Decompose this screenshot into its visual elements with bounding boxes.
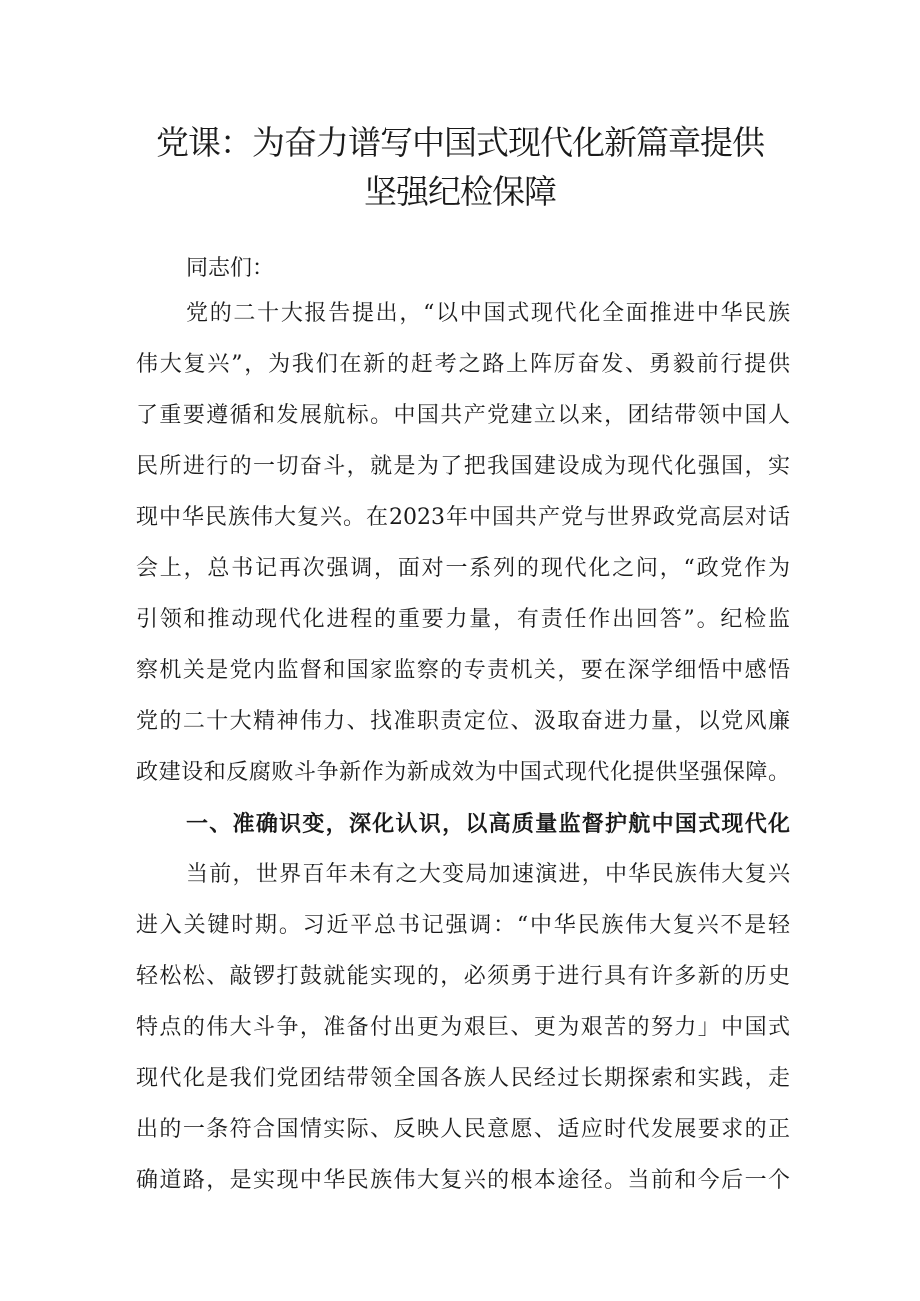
section-heading: 一、准确识变，深化认识，以高质量监督护航中国式现代化	[186, 811, 790, 837]
paragraph-line: 特点的伟大斗争，准备付出更为艰巨、更为艰苦的努力」中国式	[136, 1015, 790, 1040]
paragraph-line: 引领和推动现代化进程的重要力量，有责任作出回答”。纪检监	[136, 607, 790, 632]
paragraph-line: 党的二十大报告提出，“以中国式现代化全面推进中华民族	[186, 301, 790, 326]
paragraph-line: 进入关键时期。习近平总书记强调：“中华民族伟大复兴不是轻	[136, 913, 790, 938]
paragraph-line: 现中华民族伟大复兴。在2023年中国共产党与世界政党高层对话	[136, 505, 790, 530]
paragraph-line: 会上，总书记再次强调，面对一系列的现代化之问，“政党作为	[136, 556, 790, 581]
paragraph-line: 党的二十大精神伟力、找准职责定位、汲取奋进力量，以党风廉	[136, 709, 790, 734]
paragraph-line: 了重要遵循和发展航标。中国共产党建立以来，团结带领中国人	[136, 403, 790, 428]
paragraph-line: 当前，世界百年未有之大变局加速演进，中华民族伟大复兴	[186, 862, 790, 887]
document-title-line-2: 坚强纪检保障	[364, 172, 556, 211]
paragraph-line: 政建设和反腐败斗争新作为新成效为中国式现代化提供坚强保障。	[136, 760, 790, 785]
paragraph-line: 民所进行的一切奋斗，就是为了把我国建设成为现代化强国，实	[136, 454, 790, 479]
paragraph-line: 确道路，是实现中华民族伟大复兴的根本途径。当前和今后一个	[136, 1168, 790, 1193]
paragraph-line: 伟大复兴”，为我们在新的赶考之路上阵厉奋发、勇毅前行提供	[136, 352, 790, 377]
paragraph-line: 轻松松、敲锣打鼓就能实现的，必须勇于进行具有许多新的历史	[136, 964, 790, 989]
document-title-line-1: 党课：为奋力谱写中国式现代化新篇章提供	[156, 123, 764, 162]
salutation: 同志们：	[186, 256, 275, 281]
paragraph-line: 现代化是我们党团结带领全国各族人民经过长期探索和实践，走	[136, 1066, 790, 1091]
paragraph-line: 察机关是党内监督和国家监察的专责机关，要在深学细悟中感悟	[136, 658, 790, 683]
paragraph-line: 出的一条符合国情实际、反映人民意愿、适应时代发展要求的正	[136, 1117, 790, 1142]
